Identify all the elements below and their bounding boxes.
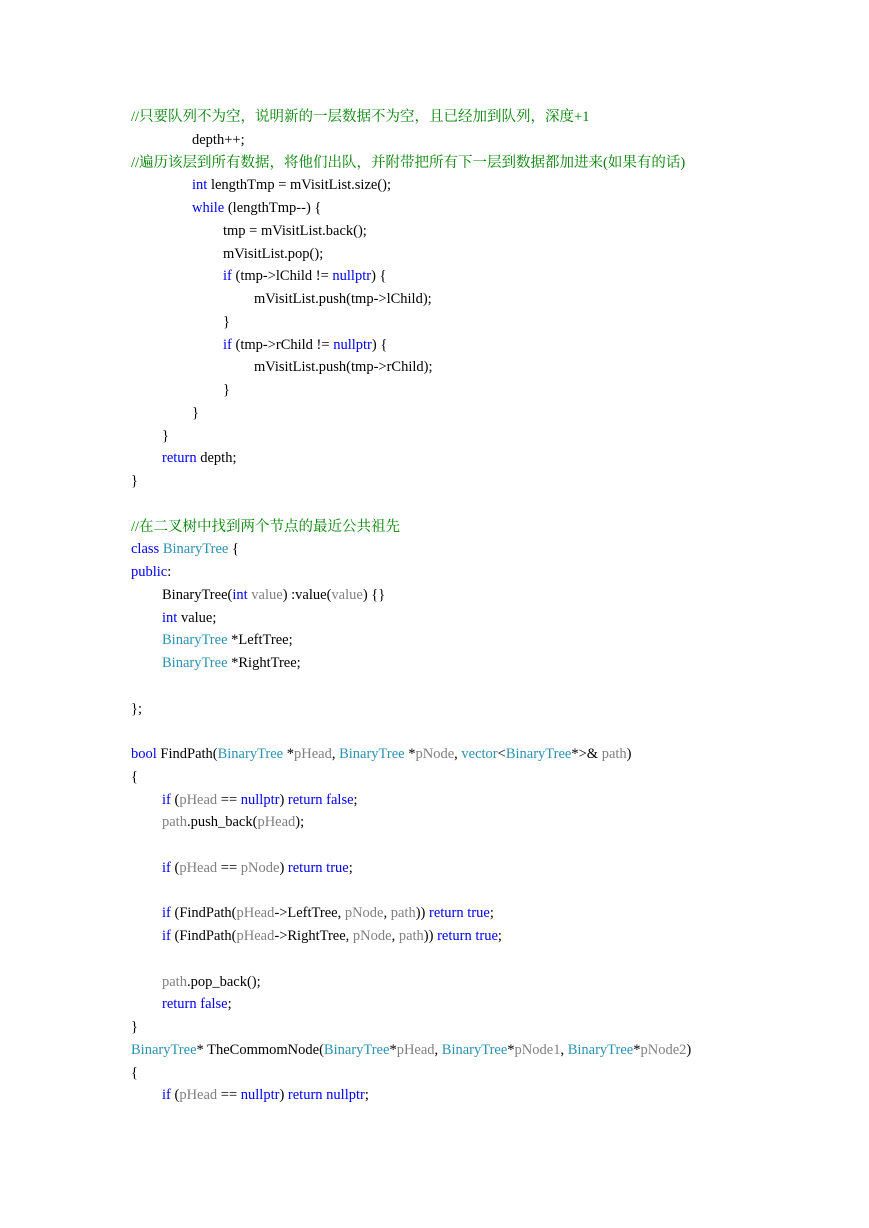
code-line [131, 902, 691, 925]
code-text: * [633, 1041, 641, 1058]
code-text: ->LeftTree, [274, 905, 345, 922]
code-text: } [131, 473, 138, 489]
code-keyword: nullptr [326, 1087, 365, 1104]
code-text: ( [170, 791, 180, 808]
code-parameter: path [601, 746, 627, 762]
code-keyword: int [162, 609, 178, 626]
code-text: , [383, 905, 391, 922]
code-parameter: value [331, 586, 363, 603]
code-type: BinaryTree [339, 746, 405, 762]
code-line [131, 766, 691, 789]
code-line [131, 880, 691, 903]
code-text: } [131, 1019, 138, 1035]
code-text: ) [279, 1087, 288, 1104]
code-keyword: if [162, 905, 171, 922]
code-text: BinaryTree( [162, 586, 233, 603]
code-text: : [167, 564, 172, 580]
code-text: ) {} [362, 586, 386, 603]
code-text: } [223, 382, 230, 398]
code-text: (tmp->lChild != [231, 268, 333, 285]
code-text: mVisitList.push(tmp->rChild); [254, 359, 433, 376]
code-line [131, 265, 691, 288]
code-line [131, 334, 691, 357]
code-text: FindPath( [156, 746, 218, 762]
code-text: * TheCommomNode( [196, 1041, 324, 1058]
code-text: , [331, 746, 340, 762]
code-text: ) [279, 859, 288, 876]
code-line [131, 379, 691, 402]
code-keyword: return [287, 791, 323, 808]
code-type: vector [461, 746, 498, 762]
code-line [131, 1062, 691, 1085]
code-text: mVisitList.push(tmp->lChild); [254, 291, 432, 307]
code-text: ) [279, 791, 288, 808]
code-line [131, 470, 691, 493]
code-keyword: int [232, 586, 248, 603]
code-comment: //只要队列不为空，说明新的一层数据不为空，且已经加到队列，深度+1 [131, 109, 590, 125]
code-parameter: path [390, 905, 416, 922]
code-text: == [217, 791, 241, 808]
code-text: } [162, 427, 169, 444]
code-keyword: false [200, 996, 228, 1013]
code-line [131, 1039, 691, 1062]
code-text: } [223, 313, 230, 330]
code-keyword: nullptr [240, 1087, 280, 1104]
code-line [131, 152, 691, 175]
code-line [131, 743, 691, 766]
code-line [131, 425, 691, 448]
code-parameter: pHead [179, 859, 218, 876]
code-text: ); [295, 814, 305, 831]
code-type: BinaryTree [323, 1041, 390, 1058]
code-line [131, 561, 691, 584]
code-text: .pop_back(); [186, 973, 261, 990]
code-parameter: pNode2 [640, 1041, 687, 1058]
code-text: value; [177, 609, 217, 626]
code-line [131, 789, 691, 812]
code-line [131, 857, 691, 880]
code-parameter: value [251, 586, 283, 603]
code-text: { [228, 541, 239, 558]
code-text: mVisitList.pop(); [223, 245, 324, 262]
code-comment: //遍历该层到所有数据，将他们出队，并附带把所有下一层到数据都加进来(如果有的话) [131, 154, 686, 171]
code-type: BinaryTree [567, 1041, 634, 1058]
code-keyword: return [162, 450, 197, 467]
code-keyword: return [437, 928, 472, 944]
code-keyword: false [326, 791, 354, 808]
code-parameter: path [162, 814, 187, 831]
code-text: * [404, 746, 416, 762]
code-text: } [192, 404, 199, 421]
code-line [131, 402, 691, 425]
code-text: lengthTmp = mVisitList.size(); [207, 177, 392, 194]
code-keyword: public [131, 564, 168, 580]
code-line [131, 834, 691, 857]
code-keyword: if [162, 791, 171, 808]
code-text: ) { [371, 268, 387, 285]
code-line [131, 607, 691, 630]
code-text: .push_back( [186, 814, 258, 831]
code-parameter: pHead [396, 1041, 435, 1058]
code-line [131, 356, 691, 379]
code-line [131, 948, 691, 971]
code-type: BinaryTree [131, 1041, 197, 1058]
code-text: ; [348, 859, 353, 876]
code-text: }; [131, 700, 142, 717]
code-keyword: return [287, 859, 323, 876]
code-text: < [497, 746, 506, 762]
code-keyword: if [223, 268, 232, 285]
code-line [131, 129, 691, 152]
code-line [131, 629, 691, 652]
code-keyword: true [467, 905, 490, 922]
code-line [131, 925, 691, 948]
code-text: * [389, 1041, 397, 1058]
code-line [131, 311, 691, 334]
code-keyword: if [162, 928, 171, 944]
code-parameter: pNode [344, 905, 384, 922]
code-line [131, 652, 691, 675]
code-text: ( [170, 859, 180, 876]
code-parameter: pHead [294, 746, 332, 762]
code-text: ( [170, 1087, 180, 1104]
code-line [131, 698, 691, 721]
code-line [131, 675, 691, 698]
code-line [131, 174, 691, 197]
code-line [131, 106, 691, 129]
code-line [131, 243, 691, 266]
code-keyword: nullptr [332, 268, 372, 285]
code-keyword: if [162, 1087, 171, 1104]
code-parameter: pNode [240, 859, 280, 876]
code-text: (FindPath( [170, 905, 237, 922]
code-keyword: if [223, 336, 232, 353]
code-line [131, 1084, 691, 1107]
code-text: (FindPath( [170, 928, 237, 944]
code-type: BinaryTree [162, 655, 228, 671]
code-parameter: pHead [179, 1087, 218, 1104]
code-line [131, 493, 691, 516]
code-text: , [560, 1041, 568, 1058]
code-keyword: bool [131, 746, 157, 762]
code-line [131, 538, 691, 561]
code-parameter: pNode [352, 928, 392, 944]
code-parameter: pHead [236, 928, 275, 944]
code-text: tmp = mVisitList.back(); [223, 222, 367, 239]
code-keyword: true [475, 928, 498, 944]
code-text: ; [227, 996, 232, 1013]
code-parameter: path [398, 928, 424, 944]
code-parameter: pNode1 [514, 1041, 561, 1058]
code-type: BinaryTree [162, 541, 229, 558]
code-text: , [454, 746, 462, 762]
code-keyword: return [162, 996, 197, 1013]
code-text: { [131, 1064, 138, 1081]
code-comment: //在二叉树中找到两个节点的最近公共祖先 [131, 518, 401, 535]
code-type: BinaryTree [441, 1041, 508, 1058]
code-keyword: int [192, 177, 208, 194]
code-line [131, 720, 691, 743]
code-line [131, 197, 691, 220]
code-parameter: pNode [415, 746, 455, 762]
code-parameter: pHead [257, 814, 296, 831]
code-text: (lengthTmp--) { [224, 200, 322, 216]
code-block [131, 106, 691, 1107]
code-text: )) [423, 928, 438, 944]
code-keyword: return [429, 905, 464, 922]
code-line [131, 447, 691, 470]
code-text: *RightTree; [227, 655, 301, 671]
code-text: , [391, 928, 399, 944]
code-text: ; [364, 1087, 369, 1104]
code-text: ) [686, 1041, 692, 1058]
code-text: * [283, 746, 294, 762]
code-text: ) { [371, 336, 388, 353]
code-line [131, 584, 691, 607]
code-keyword: class [131, 541, 160, 558]
code-line [131, 288, 691, 311]
code-type: BinaryTree [505, 746, 572, 762]
code-parameter: pHead [236, 905, 275, 922]
code-text: ; [497, 928, 502, 944]
code-text: depth; [196, 450, 237, 467]
code-line [131, 993, 691, 1016]
code-text: ) :value( [282, 586, 332, 603]
code-keyword: true [326, 859, 349, 876]
code-keyword: while [192, 200, 225, 216]
code-text: depth++; [192, 131, 245, 148]
code-type: BinaryTree [217, 746, 284, 762]
code-text: { [131, 768, 138, 785]
code-text: (tmp->rChild != [231, 336, 334, 353]
code-type: BinaryTree [162, 632, 228, 649]
code-text: ) [626, 746, 632, 762]
code-text: == [217, 1087, 241, 1104]
code-text: ->RightTree, [274, 928, 353, 944]
code-keyword: return [287, 1087, 323, 1104]
code-text: ; [353, 791, 358, 808]
code-text: *LeftTree; [227, 632, 293, 649]
code-text: )) [415, 905, 430, 922]
code-keyword: if [162, 859, 171, 876]
code-text: == [217, 859, 241, 876]
code-text: ; [489, 905, 494, 922]
code-keyword: nullptr [240, 791, 280, 808]
code-keyword: nullptr [333, 336, 372, 353]
code-line [131, 811, 691, 834]
code-text: * [507, 1041, 515, 1058]
code-text: *>& [571, 746, 602, 762]
code-line [131, 1016, 691, 1039]
code-parameter: path [162, 973, 187, 990]
code-line [131, 516, 691, 539]
code-text: , [434, 1041, 442, 1058]
code-line [131, 220, 691, 243]
code-line [131, 971, 691, 994]
code-parameter: pHead [179, 791, 218, 808]
